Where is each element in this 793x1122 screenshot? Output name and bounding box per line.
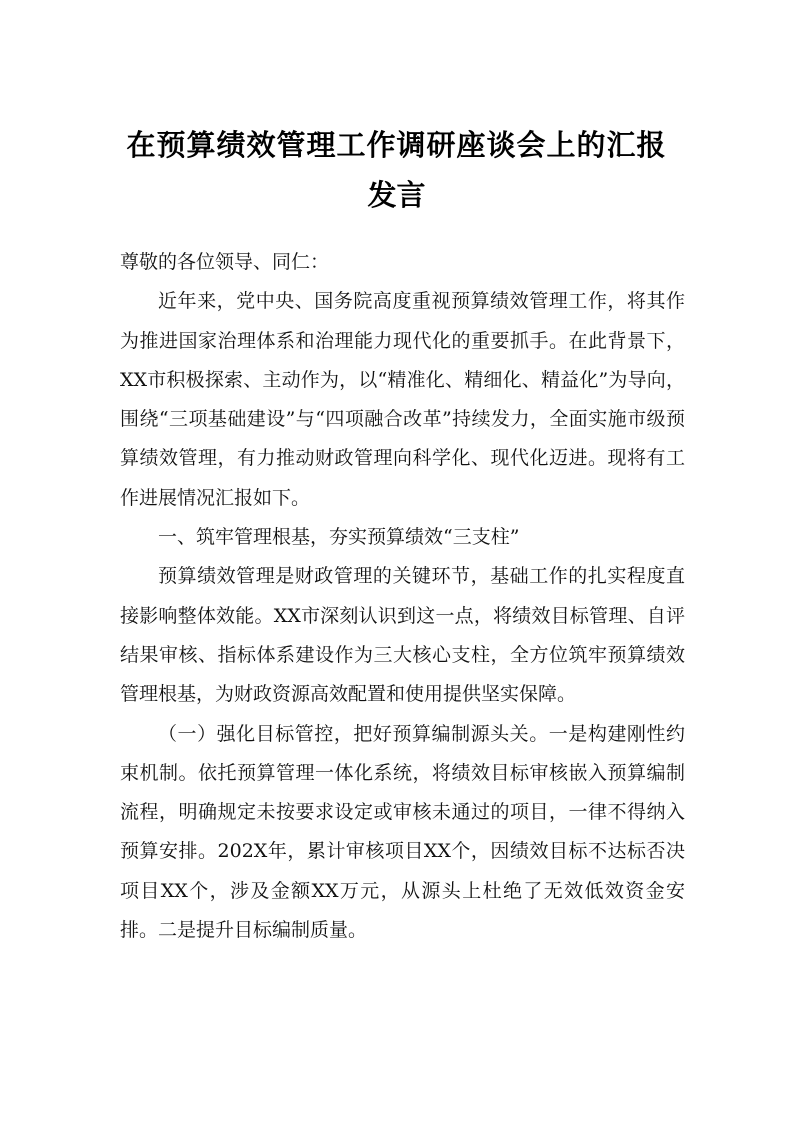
paragraph-subsection-1: （一）强化目标管控，把好预算编制源头关。一是构建刚性约束机制。依托预算管理一体化系统，将绩效目标审核嵌入预算编制流程，明确规定未按要求设定或审核未通过的项目，一律不得纳入预算安排。202X年，累计审核项目XX个，因绩效目标不达标否决项目XX个，涉及金额XX万元，从源头上杜绝了无效低效资金安排。二是提升目标编制质量。: [120, 722, 685, 942]
section-heading-1: 一、筑牢管理根基，夯实预算绩效“三支柱”: [158, 526, 520, 549]
paragraph-section-1: 预算绩效管理是财政管理的关键环节，基础工作的扎实程度直接影响整体效能。XX市深刻认识到这一点，将绩效目标管理、自评结果审核、指标体系建设作为三大核心支柱，全方位筑牢预算绩效管理根基，为财政资源高效配置和使用提供坚实保障。: [120, 565, 685, 706]
document-title: [100, 120, 693, 220]
title-block: [0, 120, 793, 220]
salutation: 尊敬的各位领导、同仁：: [120, 251, 330, 273]
title-line-1: 在预算绩效管理工作调研座谈会上的汇报: [126, 128, 667, 162]
document-body: [120, 243, 685, 950]
title-line-2: 发言: [367, 178, 426, 212]
paragraph-intro: 近年来，党中央、国务院高度重视预算绩效管理工作，将其作为推进国家治理体系和治理能力现代化的重要抓手。在此背景下，XX市积极探索、主动作为，以“精准化、精细化、精益化”为导向，围绕“三项基础建设”与“四项融合改革”持续发力，全面实施市级预算绩效管理，有力推动财政管理向科学化、现代化迈进。现将有工作进展情况汇报如下。: [120, 290, 685, 509]
